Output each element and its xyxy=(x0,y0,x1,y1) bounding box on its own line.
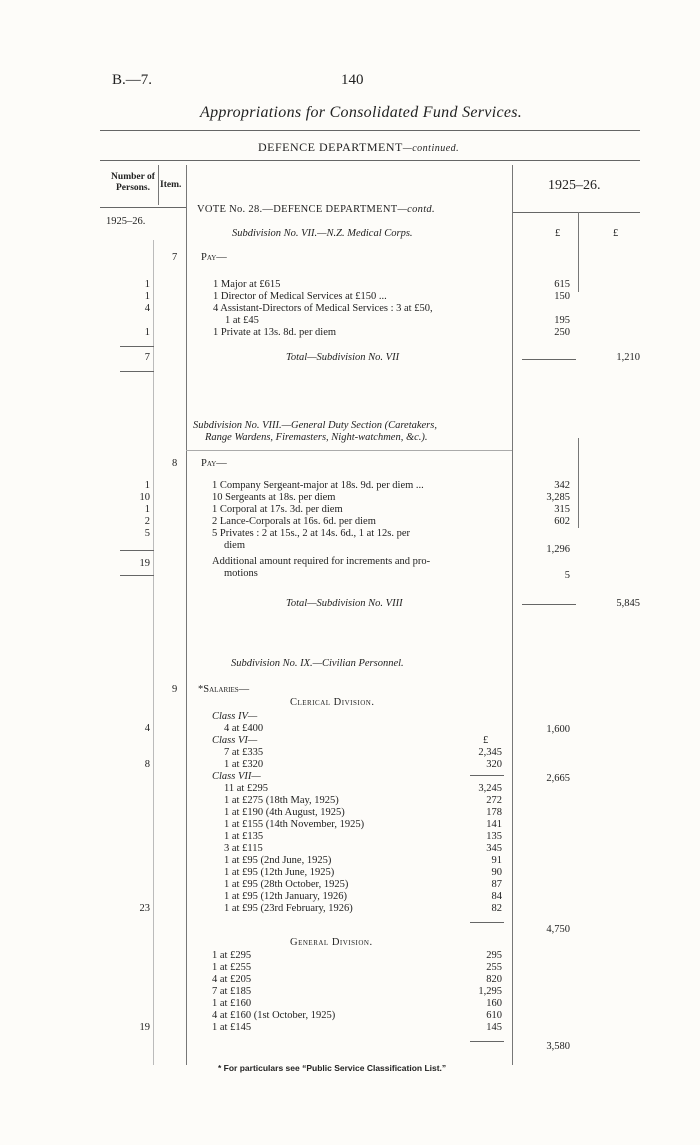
sub8-total-amount: 5,845 xyxy=(616,598,640,609)
sub8-item: 8 xyxy=(172,458,178,469)
sub8-persons-0: 1 xyxy=(144,480,150,491)
sub7-amount-0: 615 xyxy=(554,279,570,290)
sub8-row-text-6: Additional amount required for increments and pro- xyxy=(212,556,431,567)
sub8-heading-2: Range Wardens, Firemasters, Night-watchmen, &c.). xyxy=(205,432,428,443)
sub8-amount-5: 1,296 xyxy=(546,544,570,555)
sub9-item: 9 xyxy=(172,684,178,695)
sub7-total-amount: 1,210 xyxy=(616,352,640,363)
general-persons: 19 xyxy=(139,1022,150,1033)
class7-row-text-7: 1 at £95 (12th June, 1925) xyxy=(224,867,335,878)
footnote: * For particulars see “Public Service Classification List.” xyxy=(218,1063,447,1073)
sub7-item: 7 xyxy=(172,252,178,263)
class7-row-text-8: 1 at £95 (28th October, 1925) xyxy=(224,879,349,890)
class7-sub-2: 178 xyxy=(486,807,502,818)
general-sub-1: 255 xyxy=(486,962,502,973)
class7-sub-0: 3,245 xyxy=(478,783,502,794)
pound-sign-2: £ xyxy=(613,228,619,239)
class4-heading: Class IV— xyxy=(212,711,258,722)
sub8-amount-0: 342 xyxy=(554,480,570,491)
sub8-row-text-0: 1 Company Sergeant-major at 18s. 9d. per diem ... xyxy=(212,480,424,491)
class7-row-text-0: 11 at £295 xyxy=(224,783,268,794)
sub7-row-text-1: 1 Director of Medical Services at £150 ... xyxy=(213,291,387,302)
sub8-persons-2: 1 xyxy=(144,504,150,515)
class6-persons: 8 xyxy=(144,759,150,770)
sub7-heading: Subdivision No. VII.—N.Z. Medical Corps. xyxy=(232,228,413,239)
sub7-persons-1: 1 xyxy=(144,291,150,302)
col-year-header: 1925–26. xyxy=(548,178,601,193)
class6-heading: Class VI— xyxy=(212,735,258,746)
class7-sub-5: 345 xyxy=(486,843,502,854)
general-row-text-2: 4 at £205 xyxy=(212,974,252,985)
sub8-amount-3: 602 xyxy=(554,516,570,527)
sub8-pay: Pay— xyxy=(201,458,227,469)
class6-row-text-0: 7 at £335 xyxy=(224,747,264,758)
class6-sub-0: 2,345 xyxy=(478,747,502,758)
page-number: 140 xyxy=(341,72,364,88)
general-row-text-6: 1 at £145 xyxy=(212,1022,252,1033)
class7-sub-1: 272 xyxy=(486,795,502,806)
class4-amount: 1,600 xyxy=(546,724,570,735)
general-sub-3: 1,295 xyxy=(478,986,502,997)
sub7-row-text-0: 1 Major at £615 xyxy=(213,279,281,290)
pound-sign-1: £ xyxy=(555,228,561,239)
sub8-persons-1: 10 xyxy=(139,492,150,503)
sub8-row-text-2: 1 Corporal at 17s. 3d. per diem xyxy=(212,504,343,515)
sub7-total-label: Total—Subdivision No. VII xyxy=(286,352,400,363)
sub8-persons-3: 2 xyxy=(144,516,150,527)
general-sub-5: 610 xyxy=(486,1010,502,1021)
sub8-persons-4: 5 xyxy=(144,528,150,539)
class7-row-text-4: 1 at £135 xyxy=(224,831,264,842)
class4-row-text: 4 at £400 xyxy=(224,723,264,734)
page-ref: B.—7. xyxy=(112,72,153,88)
sub7-persons-0: 1 xyxy=(144,279,150,290)
class6-sub-1: 320 xyxy=(486,759,502,770)
sub7-amount-3: 195 xyxy=(554,315,570,326)
class6-row-text-1: 1 at £320 xyxy=(224,759,264,770)
general-sub-4: 160 xyxy=(486,998,502,1009)
department-heading: DEFENCE DEPARTMENT—continued. xyxy=(258,140,460,154)
sub7-row-text-4: 1 Private at 13s. 8d. per diem xyxy=(213,327,337,338)
sub7-persons-2: 4 xyxy=(144,303,150,314)
class7-heading: Class VII— xyxy=(212,771,261,782)
sub8-row-text-1: 10 Sergeants at 18s. per diem xyxy=(212,492,336,503)
sub7-pay: Pay— xyxy=(201,252,227,263)
class7-row-text-9: 1 at £95 (12th January, 1926) xyxy=(224,891,347,902)
clerical-division-heading: Clerical Division. xyxy=(290,697,375,708)
sub8-heading-1: Subdivision No. VIII.—General Duty Section (Caretakers, xyxy=(193,420,437,431)
class7-sub-9: 84 xyxy=(491,891,502,902)
vote-heading: VOTE No. 28.—DEFENCE DEPARTMENT—contd. xyxy=(197,204,435,215)
sub8-amount-1: 3,285 xyxy=(546,492,570,503)
general-row-text-1: 1 at £255 xyxy=(212,962,252,973)
class7-row-text-2: 1 at £190 (4th August, 1925) xyxy=(224,807,345,818)
class7-total: 4,750 xyxy=(546,924,570,935)
sub8-total-label: Total—Subdivision No. VIII xyxy=(286,598,403,609)
sub7-persons-4: 1 xyxy=(144,327,150,338)
class7-sub-7: 90 xyxy=(491,867,502,878)
sub7-amount-1: 150 xyxy=(554,291,570,302)
class7-row-text-6: 1 at £95 (2nd June, 1925) xyxy=(224,855,332,866)
class7-row-text-5: 3 at £115 xyxy=(224,843,263,854)
general-row-text-0: 1 at £295 xyxy=(212,950,252,961)
year-left: 1925–26. xyxy=(106,216,146,227)
class7-persons: 23 xyxy=(139,903,150,914)
class7-sub-4: 135 xyxy=(486,831,502,842)
general-sub-6: 145 xyxy=(486,1022,502,1033)
sub8-row-text-5: diem xyxy=(224,540,245,551)
sub7-row-text-2: 4 Assistant-Directors of Medical Services : 3 at £50, xyxy=(213,303,433,314)
class7-sub-8: 87 xyxy=(491,879,502,890)
sub9-salaries: *Salaries— xyxy=(198,684,250,695)
class4-persons: 4 xyxy=(144,723,150,734)
sub7-row-text-3: 1 at £45 xyxy=(225,315,259,326)
general-row-text-3: 7 at £185 xyxy=(212,986,252,997)
sub9-heading: Subdivision No. IX.—Civilian Personnel. xyxy=(231,658,404,669)
class7-sub-6: 91 xyxy=(491,855,502,866)
sub7-total-persons: 7 xyxy=(144,352,150,363)
general-row-text-5: 4 at £160 (1st October, 1925) xyxy=(212,1010,336,1021)
class7-sub-3: 141 xyxy=(486,819,502,830)
general-total: 3,580 xyxy=(546,1041,570,1052)
sub8-amount-2: 315 xyxy=(554,504,570,515)
class6-total: 2,665 xyxy=(546,773,570,784)
sub8-row-text-4: 5 Privates : 2 at 15s., 2 at 14s. 6d., 1 at 12s. per xyxy=(212,528,411,539)
class7-sub-10: 82 xyxy=(491,903,502,914)
class7-row-text-3: 1 at £155 (14th November, 1925) xyxy=(224,819,365,830)
class7-row-text-10: 1 at £95 (23rd February, 1926) xyxy=(224,903,353,914)
general-sub-0: 295 xyxy=(486,950,502,961)
class7-row-text-1: 1 at £275 (18th May, 1925) xyxy=(224,795,339,806)
sub8-row-text-3: 2 Lance-Corporals at 16s. 6d. per diem xyxy=(212,516,376,527)
col-item-header: Item. xyxy=(160,180,182,190)
col-persons-header: Number of Persons. xyxy=(111,172,155,193)
general-sub-2: 820 xyxy=(486,974,502,985)
sub8-row-text-7: motions xyxy=(224,568,258,579)
general-division-heading: General Division. xyxy=(290,937,373,948)
sub7-amount-4: 250 xyxy=(554,327,570,338)
sub8-total-persons: 19 xyxy=(139,558,150,569)
sub8-amount-7: 5 xyxy=(564,570,570,581)
general-row-text-4: 1 at £160 xyxy=(212,998,252,1009)
page-title: Appropriations for Consolidated Fund Services. xyxy=(200,104,523,121)
class6-pound: £ xyxy=(483,735,489,746)
